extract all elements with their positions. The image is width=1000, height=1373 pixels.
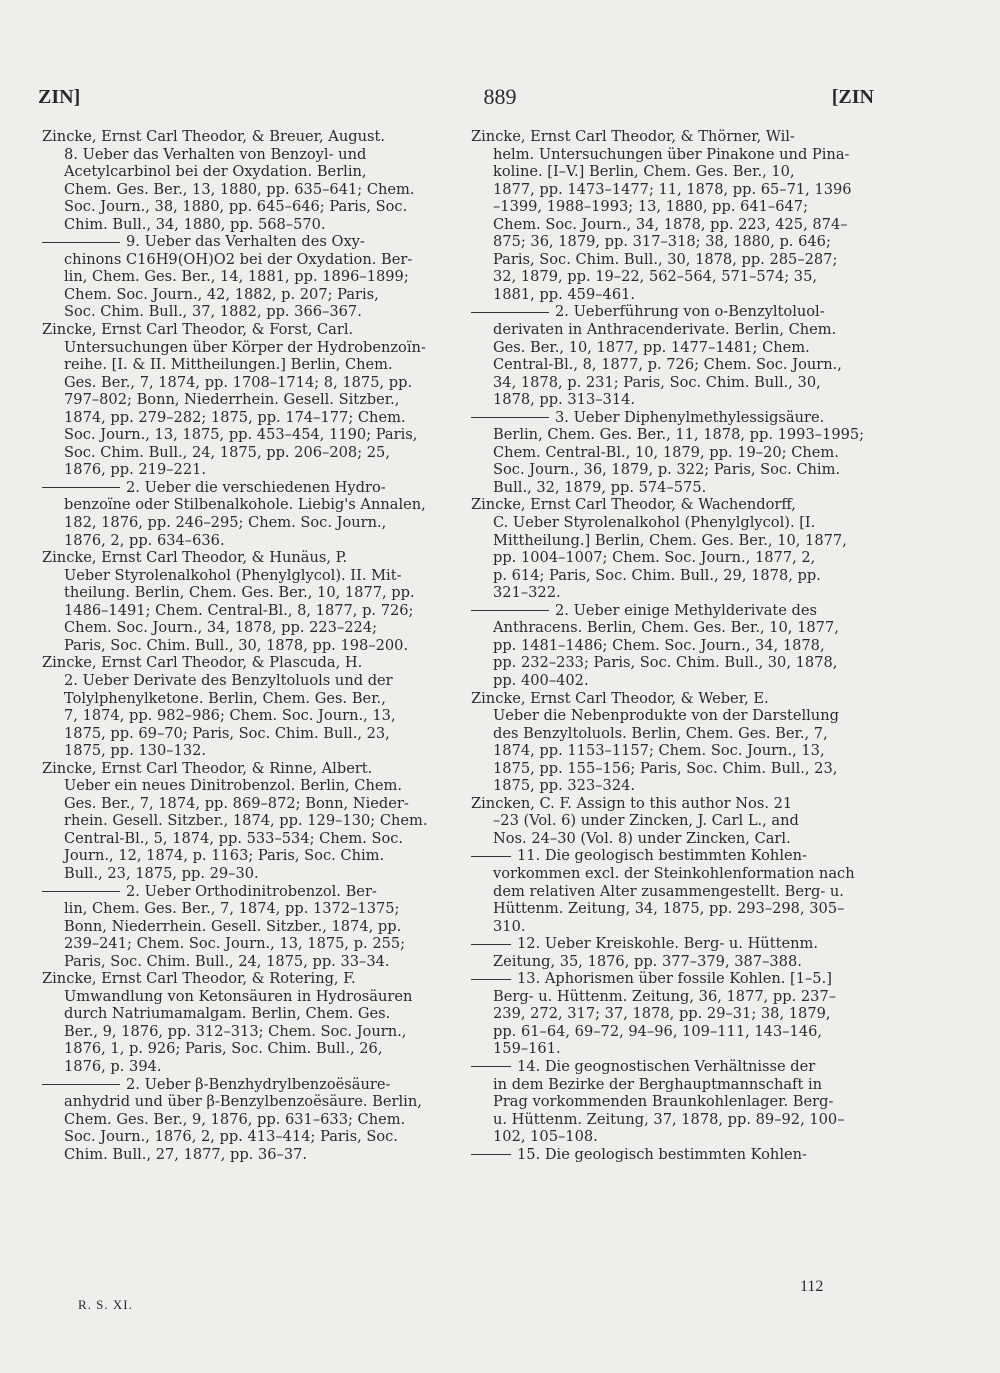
entry-text: Ueber ein neues Dinitrobenzol. Berlin, Chem. <box>64 777 402 795</box>
entry-text: Berg- u. Hüttenm. Zeitung, 36, 1877, pp. 237– <box>493 987 837 1005</box>
running-head-right: [ZIN <box>831 86 874 108</box>
bibliography-entry <box>471 409 877 497</box>
entry-line <box>471 777 877 795</box>
entry-line <box>471 918 877 936</box>
bibliography-entry <box>42 479 448 549</box>
entry-line <box>471 1005 877 1023</box>
entry-line <box>471 690 877 708</box>
entry-text: Zincken, C. F. Assign to this author Nos. 21 <box>471 794 793 812</box>
entry-line <box>42 461 448 479</box>
entry-line <box>471 251 877 269</box>
sheet-number: 112 <box>800 1278 824 1295</box>
entry-line <box>471 391 877 409</box>
entry-line <box>42 233 448 251</box>
running-head-left: ZIN] <box>38 86 81 108</box>
bibliography-entry <box>42 654 448 759</box>
entry-line <box>471 128 877 146</box>
entry-text: u. Hüttenm. Zeitung, 37, 1878, pp. 89–92, 100– <box>493 1110 845 1128</box>
entry-line <box>471 286 877 304</box>
entry-text: in dem Bezirke der Berghauptmannschaft in <box>493 1075 823 1093</box>
entry-text: Paris, Soc. Chim. Bull., 24, 1875, pp. 33–34. <box>64 952 390 970</box>
entry-text: 2. Ueber Orthodinitrobenzol. Ber- <box>126 882 377 900</box>
entry-line <box>471 339 877 357</box>
entry-text: Chim. Bull., 34, 1880, pp. 568–570. <box>64 215 326 233</box>
bibliography-entry <box>42 970 448 1075</box>
entry-text: 2. Ueber Derivate des Benzyltoluols und der <box>64 671 393 689</box>
entry-line <box>42 830 448 848</box>
entry-text: Tolylphenylketone. Berlin, Chem. Ges. Ber., <box>64 689 386 707</box>
entry-line <box>42 584 448 602</box>
bibliography-entry <box>471 935 877 970</box>
ditto-dash <box>42 487 120 488</box>
entry-text: pp. 61–64, 69–72, 94–96, 109–111, 143–146, <box>493 1022 823 1040</box>
entry-text: Nos. 24–30 (Vol. 8) under Zincken, Carl. <box>493 829 791 847</box>
entry-line <box>471 532 877 550</box>
entry-line <box>42 883 448 901</box>
entry-line <box>42 514 448 532</box>
entry-text: Zincke, Ernst Carl Theodor, & Weber, E. <box>471 689 769 707</box>
entry-line <box>42 251 448 269</box>
entry-text: 1878, pp. 313–314. <box>493 391 636 409</box>
entry-text: Prag vorkommenden Braunkohlenlager. Berg- <box>493 1093 834 1111</box>
entry-line <box>471 1023 877 1041</box>
entry-line <box>42 742 448 760</box>
bibliography-entry <box>42 1076 448 1164</box>
entry-text: 7, 1874, pp. 982–986; Chem. Soc. Journ., 13, <box>64 707 396 725</box>
entry-text: Soc. Journ., 13, 1875, pp. 453–454, 1190; Paris, <box>64 426 418 444</box>
entry-line <box>471 409 877 427</box>
entry-line <box>471 268 877 286</box>
entry-text: 310. <box>493 917 526 935</box>
entry-text: 1876, p. 394. <box>64 1057 162 1075</box>
ditto-dash <box>471 1154 511 1155</box>
entry-line <box>471 988 877 1006</box>
entry-text: Central-Bl., 5, 1874, pp. 533–534; Chem. Soc. <box>64 829 404 847</box>
entry-line <box>42 268 448 286</box>
entry-text: 1875, pp. 323–324. <box>493 777 636 795</box>
entry-text: –1399, 1988–1993; 13, 1880, pp. 641–647; <box>493 198 808 216</box>
entry-text: Ueber Styrolenalkohol (Phenylglycol). II. Mit- <box>64 566 402 584</box>
entry-text: 32, 1879, pp. 19–22, 562–564, 571–574; 35, <box>493 268 817 286</box>
entry-text: 11. Die geologisch bestimmten Kohlen- <box>517 847 807 865</box>
entry-text: reihe. [I. & II. Mittheilungen.] Berlin, Chem. <box>64 356 393 374</box>
entry-line <box>42 549 448 567</box>
entry-text: 15. Die geologisch bestimmten Kohlen- <box>517 1145 807 1163</box>
entry-line <box>471 602 877 620</box>
entry-line <box>471 479 877 497</box>
entry-line <box>42 918 448 936</box>
entry-line <box>42 163 448 181</box>
entry-line <box>471 865 877 883</box>
entry-line <box>42 847 448 865</box>
entry-text: Mittheilung.] Berlin, Chem. Ges. Ber., 10, 1877, <box>493 531 847 549</box>
entry-line <box>471 567 877 585</box>
entry-text: 1876, pp. 219–221. <box>64 461 207 479</box>
entry-line <box>42 198 448 216</box>
entry-line <box>471 426 877 444</box>
bibliography-entry <box>471 303 877 408</box>
entry-line <box>471 847 877 865</box>
entry-text: 8. Ueber das Verhalten von Benzoyl- und <box>64 145 367 163</box>
entry-line <box>471 549 877 567</box>
bibliography-entry <box>471 970 877 1058</box>
entry-line <box>471 970 877 988</box>
entry-text: Bull., 32, 1879, pp. 574–575. <box>493 478 707 496</box>
entry-line <box>471 374 877 392</box>
bibliography-entry <box>42 883 448 971</box>
entry-line <box>471 1111 877 1129</box>
entry-text: Central-Bl., 8, 1877, p. 726; Chem. Soc. Journ., <box>493 356 842 374</box>
entry-text: 1875, pp. 69–70; Paris, Soc. Chim. Bull., 23, <box>64 724 390 742</box>
bibliography-entry <box>471 847 877 935</box>
entry-text: Chem. Soc. Journ., 34, 1878, pp. 223–224; <box>64 619 378 637</box>
entry-line <box>42 303 448 321</box>
entry-text: Zincke, Ernst Carl Theodor, & Wachendorff, <box>471 496 796 514</box>
entry-line <box>42 812 448 830</box>
entry-text: Soc. Journ., 1876, 2, pp. 413–414; Paris, Soc. <box>64 1128 398 1146</box>
entry-line <box>42 339 448 357</box>
ditto-dash <box>471 979 511 980</box>
entry-text: 1486–1491; Chem. Central-Bl., 8, 1877, p. 726; <box>64 601 414 619</box>
entry-text: benzoïne oder Stilbenalkohole. Liebig's Annalen, <box>64 496 426 514</box>
bibliography-entry <box>471 795 877 848</box>
entry-text: theilung. Berlin, Chem. Ges. Ber., 10, 1877, pp. <box>64 584 415 602</box>
entry-text: 13. Aphorismen über fossile Kohlen. [1–5.] <box>517 970 832 988</box>
entry-text: 182, 1876, pp. 246–295; Chem. Soc. Journ., <box>64 514 387 532</box>
entry-text: Berlin, Chem. Ges. Ber., 11, 1878, pp. 1993–1995; <box>493 426 865 444</box>
entry-line <box>471 935 877 953</box>
entry-line <box>42 777 448 795</box>
entry-line <box>42 1146 448 1164</box>
entry-text: 1876, 2, pp. 634–636. <box>64 531 225 549</box>
entry-line <box>471 146 877 164</box>
bibliography-entry <box>42 233 448 321</box>
entry-line <box>42 321 448 339</box>
entry-text: Soc. Chim. Bull., 37, 1882, pp. 366–367. <box>64 303 362 321</box>
entry-line <box>471 444 877 462</box>
entry-line <box>42 1093 448 1111</box>
entry-line <box>471 461 877 479</box>
entry-line <box>471 303 877 321</box>
entry-text: 2. Ueber die verschiedenen Hydro- <box>126 478 386 496</box>
entry-line <box>42 795 448 813</box>
entry-line <box>42 391 448 409</box>
entry-text: Paris, Soc. Chim. Bull., 30, 1878, pp. 285–287; <box>493 250 838 268</box>
entry-text: 3. Ueber Diphenylmethylessigsäure. <box>555 408 825 426</box>
entry-line <box>42 637 448 655</box>
bibliography-entry <box>471 1146 877 1164</box>
entry-text: Chem. Ges. Ber., 13, 1880, pp. 635–641; Chem. <box>64 180 415 198</box>
entry-text: 875; 36, 1879, pp. 317–318; 38, 1880, p. 646; <box>493 233 831 251</box>
entry-line <box>471 637 877 655</box>
entry-line <box>42 374 448 392</box>
entry-line <box>42 690 448 708</box>
entry-text: des Benzyltoluols. Berlin, Chem. Ges. Ber., 7, <box>493 724 828 742</box>
entry-line <box>42 409 448 427</box>
entry-line <box>471 742 877 760</box>
bibliography-entry <box>42 549 448 654</box>
entry-text: 34, 1878, p. 231; Paris, Soc. Chim. Bull., 30, <box>493 373 821 391</box>
entry-line <box>42 532 448 550</box>
entry-line <box>42 760 448 778</box>
entry-text: 239, 272, 317; 37, 1878, pp. 29–31; 38, 1879, <box>493 1005 831 1023</box>
entry-line <box>42 1111 448 1129</box>
entry-line <box>471 1128 877 1146</box>
entry-text: 239–241; Chem. Soc. Journ., 13, 1875, p. 255; <box>64 935 406 953</box>
entry-line <box>471 760 877 778</box>
entry-line <box>471 1076 877 1094</box>
entry-text: Zincke, Ernst Carl Theodor, & Forst, Carl. <box>42 321 354 339</box>
entry-text: Umwandlung von Ketonsäuren in Hydrosäuren <box>64 987 413 1005</box>
entry-text: Soc. Journ., 36, 1879, p. 322; Paris, Soc. Chim. <box>493 461 841 479</box>
entry-line <box>42 725 448 743</box>
bibliography-entry <box>471 1058 877 1146</box>
entry-line <box>471 233 877 251</box>
ditto-dash <box>42 891 120 892</box>
entry-line <box>471 514 877 532</box>
entry-line <box>42 1128 448 1146</box>
entry-text: lin, Chem. Ges. Ber., 7, 1874, pp. 1372–1375; <box>64 900 400 918</box>
entry-line <box>471 1040 877 1058</box>
entry-text: Ges. Ber., 10, 1877, pp. 1477–1481; Chem. <box>493 338 810 356</box>
entry-text: Bull., 23, 1875, pp. 29–30. <box>64 864 259 882</box>
entry-line <box>471 1058 877 1076</box>
bibliography-entry <box>471 690 877 795</box>
entry-text: 1876, 1, p. 926; Paris, Soc. Chim. Bull., 26, <box>64 1040 383 1058</box>
entry-text: Ber., 9, 1876, pp. 312–313; Chem. Soc. Journ., <box>64 1022 407 1040</box>
entry-text: Anthracens. Berlin, Chem. Ges. Ber., 10, 1877, <box>493 619 839 637</box>
ditto-dash <box>471 856 511 857</box>
entry-line <box>42 602 448 620</box>
entry-line <box>471 163 877 181</box>
entry-line <box>42 1076 448 1094</box>
entry-text: 9. Ueber das Verhalten des Oxy- <box>126 233 365 251</box>
entry-line <box>42 935 448 953</box>
entry-line <box>42 444 448 462</box>
entry-text: Journ., 12, 1874, p. 1163; Paris, Soc. Chim. <box>64 847 385 865</box>
entry-text: Ges. Ber., 7, 1874, pp. 1708–1714; 8, 1875, pp. <box>64 373 413 391</box>
entry-line <box>471 672 877 690</box>
entry-text: helm. Untersuchungen über Pinakone und Pina- <box>493 145 850 163</box>
entry-line <box>42 567 448 585</box>
entry-line <box>42 707 448 725</box>
entry-text: chinons C16H9(OH)O2 bei der Oxydation. Ber- <box>64 250 413 268</box>
entry-line <box>471 198 877 216</box>
entry-line <box>471 584 877 602</box>
ditto-dash <box>471 312 549 313</box>
entry-text: Chim. Bull., 27, 1877, pp. 36–37. <box>64 1145 308 1163</box>
bibliography-entry <box>42 321 448 479</box>
entry-text: –23 (Vol. 6) under Zincken, J. Carl L., and <box>493 812 799 830</box>
entry-line <box>42 356 448 374</box>
entry-text: derivaten in Anthracenderivate. Berlin, Chem. <box>493 321 837 339</box>
bibliography-entry <box>42 760 448 883</box>
entry-text: Soc. Journ., 38, 1880, pp. 645–646; Paris, Soc. <box>64 198 408 216</box>
entry-text: 1881, pp. 459–461. <box>493 285 636 303</box>
entry-text: 1874, pp. 1153–1157; Chem. Soc. Journ., 13, <box>493 742 825 760</box>
entry-text: p. 614; Paris, Soc. Chim. Bull., 29, 1878, pp. <box>493 566 821 584</box>
entry-text: lin, Chem. Ges. Ber., 14, 1881, pp. 1896–1899; <box>64 268 409 286</box>
entry-line <box>471 496 877 514</box>
entry-text: 12. Ueber Kreiskohle. Berg- u. Hüttenm. <box>517 935 818 953</box>
entry-line <box>471 216 877 234</box>
bibliography-entry <box>471 128 877 303</box>
entry-line <box>42 619 448 637</box>
entry-line <box>42 216 448 234</box>
entry-text: 321–322. <box>493 584 561 602</box>
ditto-dash <box>42 1084 120 1085</box>
page-number: 889 <box>483 84 517 109</box>
entry-text: 797–802; Bonn, Niederrhein. Gesell. Sitzber., <box>64 391 400 409</box>
entry-text: 1877, pp. 1473–1477; 11, 1878, pp. 65–71, 1396 <box>493 180 852 198</box>
entry-text: 2. Ueber einige Methylderivate des <box>555 601 818 619</box>
left-column <box>42 128 448 1163</box>
entry-text: durch Natriumamalgam. Berlin, Chem. Ges. <box>64 1005 391 1023</box>
entry-text: Zincke, Ernst Carl Theodor, & Plascuda, H. <box>42 654 363 672</box>
entry-line <box>471 654 877 672</box>
bibliography-entry <box>471 496 877 601</box>
entry-text: pp. 1004–1007; Chem. Soc. Journ., 1877, 2, <box>493 549 816 567</box>
entry-text: Bonn, Niederrhein. Gesell. Sitzber., 1874, pp. <box>64 917 402 935</box>
entry-text: anhydrid und über β-Benzylbenzoësäure. Berlin, <box>64 1093 422 1111</box>
entry-line <box>42 1040 448 1058</box>
entry-line <box>471 707 877 725</box>
entry-text: Chem. Ges. Ber., 9, 1876, pp. 631–633; Chem. <box>64 1110 406 1128</box>
entry-text: 1875, pp. 155–156; Paris, Soc. Chim. Bull., 23, <box>493 759 838 777</box>
ditto-dash <box>471 417 549 418</box>
entry-text: Zincke, Ernst Carl Theodor, & Hunäus, P. <box>42 549 348 567</box>
entry-text: 102, 105–108. <box>493 1128 598 1146</box>
entry-line <box>471 795 877 813</box>
entry-line <box>471 883 877 901</box>
entry-text: C. Ueber Styrolenalkohol (Phenylglycol). [I. <box>493 514 816 532</box>
entry-text: pp. 232–233; Paris, Soc. Chim. Bull., 30, 1878, <box>493 654 838 672</box>
entry-text: Chem. Soc. Journ., 42, 1882, p. 207; Paris, <box>64 285 379 303</box>
entry-line <box>42 865 448 883</box>
ditto-dash <box>471 610 549 611</box>
entry-text: dem relativen Alter zusammengestellt. Berg- u. <box>493 882 844 900</box>
bibliography-entry <box>42 128 448 233</box>
entry-text: 1874, pp. 279–282; 1875, pp. 174–177; Chem. <box>64 408 406 426</box>
signature-mark: R. S. XI. <box>78 1297 133 1312</box>
ditto-dash <box>42 242 120 243</box>
entry-line <box>471 725 877 743</box>
entry-text: Ges. Ber., 7, 1874, pp. 869–872; Bonn, Nieder- <box>64 794 409 812</box>
entry-text: Untersuchungen über Körper der Hydrobenzoïn- <box>64 338 426 356</box>
entry-text: Acetylcarbinol bei der Oxydation. Berlin, <box>64 163 367 181</box>
entry-line <box>471 619 877 637</box>
entry-text: pp. 1481–1486; Chem. Soc. Journ., 34, 1878, <box>493 636 825 654</box>
entry-text: 159–161. <box>493 1040 561 1058</box>
entry-text: koline. [I–V.] Berlin, Chem. Ges. Ber., 10, <box>493 163 795 181</box>
entry-line <box>42 1005 448 1023</box>
entry-line <box>471 812 877 830</box>
entry-text: Zincke, Ernst Carl Theodor, & Breuer, August. <box>42 128 385 145</box>
bibliography-entry <box>471 602 877 690</box>
entry-text: Chem. Central-Bl., 10, 1879, pp. 19–20; Chem. <box>493 443 839 461</box>
entry-line <box>42 496 448 514</box>
entry-text: Ueber die Nebenprodukte von der Darstellung <box>493 707 839 725</box>
entry-text: Zeitung, 35, 1876, pp. 377–379, 387–388. <box>493 952 802 970</box>
entry-line <box>42 1058 448 1076</box>
entry-text: 1875, pp. 130–132. <box>64 742 207 760</box>
entry-line <box>42 953 448 971</box>
entry-line <box>42 672 448 690</box>
entry-text: Soc. Chim. Bull., 24, 1875, pp. 206–208; 25, <box>64 443 390 461</box>
entry-line <box>471 321 877 339</box>
entry-line <box>471 953 877 971</box>
entry-text: Zincke, Ernst Carl Theodor, & Rotering, F. <box>42 970 356 988</box>
entry-text: vorkommen excl. der Steinkohlenformation nach <box>493 864 855 882</box>
right-column <box>471 128 877 1163</box>
entry-text: 2. Ueberführung von o-Benzyltoluol- <box>555 303 825 321</box>
entry-line <box>42 900 448 918</box>
entry-text: Hüttenm. Zeitung, 34, 1875, pp. 293–298, 305– <box>493 900 845 918</box>
entry-line <box>42 426 448 444</box>
entry-text: 2. Ueber β-Benzhydrylbenzoësäure- <box>126 1075 391 1093</box>
entry-line <box>42 181 448 199</box>
entry-text: Chem. Soc. Journ., 34, 1878, pp. 223, 425, 874– <box>493 215 848 233</box>
entry-text: Zincke, Ernst Carl Theodor, & Thörner, Wil- <box>471 128 795 145</box>
ditto-dash <box>471 1066 511 1067</box>
entry-line <box>42 128 448 146</box>
entry-line <box>42 479 448 497</box>
entry-text: Paris, Soc. Chim. Bull., 30, 1878, pp. 198–200. <box>64 636 409 654</box>
entry-line <box>471 1093 877 1111</box>
entry-line <box>42 654 448 672</box>
entry-line <box>471 356 877 374</box>
ditto-dash <box>471 944 511 945</box>
entry-line <box>42 988 448 1006</box>
entry-line <box>471 830 877 848</box>
entry-line <box>42 286 448 304</box>
entry-line <box>471 900 877 918</box>
entry-text: rhein. Gesell. Sitzber., 1874, pp. 129–130; Chem. <box>64 812 428 830</box>
entry-text: 14. Die geognostischen Verhältnisse der <box>517 1057 816 1075</box>
entry-text: pp. 400–402. <box>493 671 589 689</box>
entry-line <box>42 970 448 988</box>
entry-line <box>42 146 448 164</box>
entry-text: Zincke, Ernst Carl Theodor, & Rinne, Albert. <box>42 759 373 777</box>
entry-line <box>42 1023 448 1041</box>
entry-line <box>471 1146 877 1164</box>
entry-line <box>471 181 877 199</box>
